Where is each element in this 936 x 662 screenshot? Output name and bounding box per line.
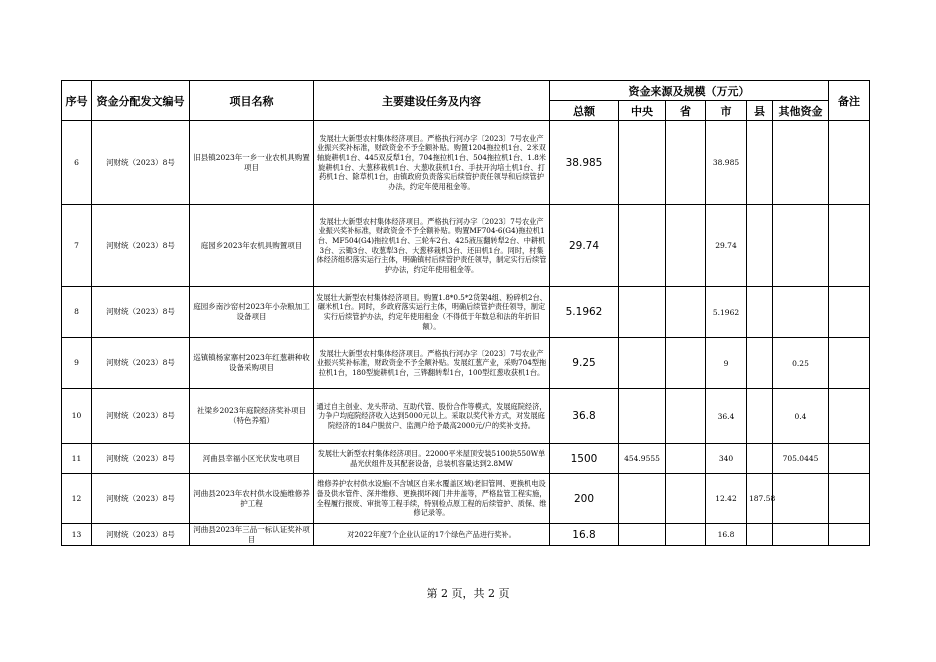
funding-table bbox=[61, 80, 870, 546]
row-city: 9 bbox=[706, 338, 747, 389]
header-project: 项目名称 bbox=[190, 81, 314, 121]
header-seq: 序号 bbox=[62, 81, 92, 121]
page-footer: 第 2 页，共 2 页 bbox=[426, 587, 510, 600]
row-doc-no: 河财统（2023）8号 bbox=[92, 474, 190, 524]
row-other: 705.0445 bbox=[773, 444, 829, 474]
row-county bbox=[747, 389, 773, 444]
row-seq: 7 bbox=[62, 205, 92, 287]
header-central: 中央 bbox=[619, 101, 666, 121]
header-total: 总额 bbox=[550, 101, 619, 121]
row-task: 发展壮大新型农村集体经济项目。购置1.8*0.5*2货架4组、粉碎机2台、碾米机1台。同时，乡政府落实运行主体，明确后续管护责任领导，制定实行后续管护办法，约定年使用租金（不得低于年数总和法的年折旧额）。 bbox=[314, 287, 550, 338]
table-row bbox=[62, 338, 870, 389]
row-city: 12.42 bbox=[706, 474, 747, 524]
row-doc-no: 河财统（2023）8号 bbox=[92, 444, 190, 474]
row-province bbox=[666, 389, 706, 444]
row-province bbox=[666, 474, 706, 524]
row-project: 庭园乡2023年农机具购置项目 bbox=[190, 205, 314, 287]
row-province bbox=[666, 338, 706, 389]
row-central bbox=[619, 389, 666, 444]
row-central bbox=[619, 474, 666, 524]
header-other: 其他资金 bbox=[773, 101, 829, 121]
row-doc-no: 河财统（2023）8号 bbox=[92, 524, 190, 546]
row-central bbox=[619, 205, 666, 287]
row-project: 社梁乡2023年庭院经济奖补项目（特色养殖） bbox=[190, 389, 314, 444]
row-task: 发展壮大新型农村集体经济项目。严格执行河办字〔2023〕7号农业产业振兴奖补标准，财政资金不予全额补贴。购置1204拖拉机1台、2米双轴旋耕机1台、445双反犁1台，704拖拉机1台、504拖拉机1台、1.8米旋耕机1台、大葱移栽机1台、大葱收获机1台、手扶开沟培土机1台、打药机1台、除草机1台，由镇政府负责落实后续管护责任领导和后续管护办法，约定年使用租金等。 bbox=[314, 121, 550, 205]
row-seq: 12 bbox=[62, 474, 92, 524]
header-row-1 bbox=[62, 81, 870, 101]
row-project: 庭园乡南沙窑村2023年小杂粮加工设备项目 bbox=[190, 287, 314, 338]
row-remark bbox=[829, 389, 870, 444]
row-city: 5.1962 bbox=[706, 287, 747, 338]
row-province bbox=[666, 121, 706, 205]
row-other bbox=[773, 205, 829, 287]
row-total: 9.25 bbox=[550, 338, 619, 389]
row-total: 16.8 bbox=[550, 524, 619, 546]
row-remark bbox=[829, 524, 870, 546]
table-row bbox=[62, 121, 870, 205]
row-central: 454.9555 bbox=[619, 444, 666, 474]
row-city: 29.74 bbox=[706, 205, 747, 287]
row-other bbox=[773, 121, 829, 205]
row-seq: 11 bbox=[62, 444, 92, 474]
row-task: 发展壮大新型农村集体经济项目。严格执行河办字〔2023〕7号农业产业振兴奖补标准，财政资金不予全额补贴。购置MF704-6(G4)拖拉机1台、MF504(G4)拖拉机1台、三轮车2台、425液压翻转犁2台、中耕机3台、云锄3台、收葱犁3台、大葱移栽机3台、还田机1台。同时，村集体经济组织落实运行主体，明确镇村后续管护责任领导，制定实行后续管护办法，约定年使用租金等。 bbox=[314, 205, 550, 287]
row-project: 河曲县2023年三品一标认证奖补项目 bbox=[190, 524, 314, 546]
row-city: 36.4 bbox=[706, 389, 747, 444]
table-row bbox=[62, 474, 870, 524]
row-remark bbox=[829, 121, 870, 205]
row-city: 16.8 bbox=[706, 524, 747, 546]
row-task: 发展壮大新型农村集体经济项目。22000平米屋顶安装5100块550W单晶光伏组件及其配套设备，总装机容量达到2.8MW bbox=[314, 444, 550, 474]
row-doc-no: 河财统（2023）8号 bbox=[92, 338, 190, 389]
row-other: 0.4 bbox=[773, 389, 829, 444]
row-central bbox=[619, 524, 666, 546]
row-total: 38.985 bbox=[550, 121, 619, 205]
row-province bbox=[666, 287, 706, 338]
row-doc-no: 河财统（2023）8号 bbox=[92, 121, 190, 205]
header-county: 县 bbox=[747, 101, 773, 121]
row-total: 1500 bbox=[550, 444, 619, 474]
row-county bbox=[747, 524, 773, 546]
row-province bbox=[666, 205, 706, 287]
row-seq: 10 bbox=[62, 389, 92, 444]
row-task: 发展壮大新型农村集体经济项目。严格执行河办字〔2023〕7号农业产业振兴奖补标准，财政资金不予全额补贴。发展红葱产业，采购704型拖拉机1台，180型旋耕机1台，三铧翻转犁1台，100型红葱收获机1台。 bbox=[314, 338, 550, 389]
row-doc-no: 河财统（2023）8号 bbox=[92, 389, 190, 444]
row-remark bbox=[829, 205, 870, 287]
table-row bbox=[62, 524, 870, 546]
row-doc-no: 河财统（2023）8号 bbox=[92, 287, 190, 338]
row-project: 旧县镇2023年一乡一业农机具购置项目 bbox=[190, 121, 314, 205]
row-other bbox=[773, 524, 829, 546]
row-other: 0.25 bbox=[773, 338, 829, 389]
row-central bbox=[619, 287, 666, 338]
table-row bbox=[62, 205, 870, 287]
row-total: 29.74 bbox=[550, 205, 619, 287]
row-central bbox=[619, 121, 666, 205]
header-funding-group: 资金来源及规模（万元） bbox=[550, 81, 829, 101]
row-remark bbox=[829, 444, 870, 474]
row-county bbox=[747, 338, 773, 389]
row-project: 河曲县2023年农村供水设施维修养护工程 bbox=[190, 474, 314, 524]
row-province bbox=[666, 524, 706, 546]
header-remark: 备注 bbox=[829, 81, 870, 121]
row-doc-no: 河财统（2023）8号 bbox=[92, 205, 190, 287]
row-project: 河曲县幸福小区光伏发电项目 bbox=[190, 444, 314, 474]
header-doc-no: 资金分配发文编号 bbox=[92, 81, 190, 121]
row-task: 通过自主创业、龙头带动、互助代管、股份合作等模式，发展庭院经济，力争户均庭院经济收入达到5000元以上。采取以奖代补方式，对发展庭院经济的184户脱贫户、监测户给予最高2000元/户的奖补支持。 bbox=[314, 389, 550, 444]
row-seq: 6 bbox=[62, 121, 92, 205]
row-county bbox=[747, 121, 773, 205]
row-city: 38.985 bbox=[706, 121, 747, 205]
table-row bbox=[62, 389, 870, 444]
row-county: 187.58 bbox=[747, 474, 773, 524]
row-task: 对2022年度7个企业认证的17个绿色产品进行奖补。 bbox=[314, 524, 550, 546]
row-remark bbox=[829, 474, 870, 524]
header-province: 省 bbox=[666, 101, 706, 121]
table-row bbox=[62, 444, 870, 474]
row-seq: 8 bbox=[62, 287, 92, 338]
header-task: 主要建设任务及内容 bbox=[314, 81, 550, 121]
row-county bbox=[747, 444, 773, 474]
row-central bbox=[619, 338, 666, 389]
table-row bbox=[62, 287, 870, 338]
row-task: 维修养护农村供水设施(不含城区自来水覆盖区域)老旧管网、更换机电设备及供水管件、深井维修、更换损坏阀门井井盖等，严格监管工程实施，全程履行报废、审批等工程手续，特别检点原工程的后续管护、质保、维修记录等。 bbox=[314, 474, 550, 524]
row-county bbox=[747, 287, 773, 338]
row-other bbox=[773, 474, 829, 524]
row-total: 200 bbox=[550, 474, 619, 524]
row-county bbox=[747, 205, 773, 287]
row-total: 5.1962 bbox=[550, 287, 619, 338]
row-total: 36.8 bbox=[550, 389, 619, 444]
row-remark bbox=[829, 338, 870, 389]
row-seq: 9 bbox=[62, 338, 92, 389]
row-province bbox=[666, 444, 706, 474]
row-remark bbox=[829, 287, 870, 338]
header-city: 市 bbox=[706, 101, 747, 121]
row-project: 巡镇镇杨家寨村2023年红葱耕种收设备采购项目 bbox=[190, 338, 314, 389]
row-other bbox=[773, 287, 829, 338]
row-seq: 13 bbox=[62, 524, 92, 546]
row-city: 340 bbox=[706, 444, 747, 474]
